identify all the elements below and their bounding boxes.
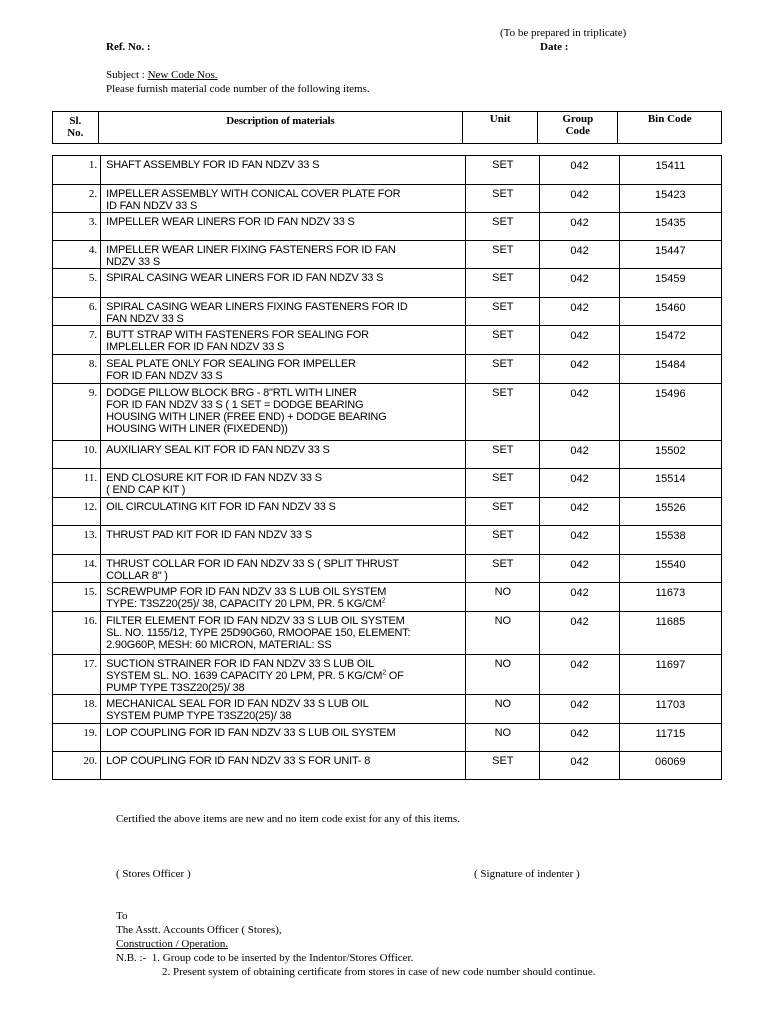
unit-cell: SET — [466, 241, 540, 269]
group-code-cell: 042 — [540, 156, 619, 185]
table-row — [53, 269, 722, 298]
group-code-cell: 042 — [540, 241, 619, 269]
description-cell — [101, 213, 466, 241]
description-line: THRUST PAD KIT FOR ID FAN NDZV 33 S — [106, 529, 312, 541]
description-cell — [101, 695, 466, 724]
sl-no-cell: 14. — [53, 555, 101, 583]
unit-cell: SET — [466, 185, 540, 213]
indenter-signature: ( Signature of indenter ) — [474, 868, 580, 880]
sl-no-cell: 20. — [53, 752, 101, 780]
description-line: AUXILIARY SEAL KIT FOR ID FAN NDZV 33 S — [106, 444, 330, 456]
description-line: FAN NDZV 33 S — [106, 313, 184, 325]
sl-no-cell: 5. — [53, 269, 101, 298]
unit-cell: SET — [466, 326, 540, 355]
description-line: ID FAN NDZV 33 S — [106, 200, 198, 212]
description-line: FOR ID FAN NDZV 33 S ( 1 SET = DODGE BEARING — [106, 399, 364, 411]
table-row — [53, 695, 722, 724]
group-code-cell: 042 — [540, 655, 619, 695]
triplicate-note: (To be prepared in triplicate) — [500, 27, 627, 39]
group-code-cell: 042 — [540, 612, 619, 655]
unit-cell: SET — [466, 384, 540, 441]
bin-code-cell: 15411 — [619, 156, 721, 185]
bin-code-cell: 15538 — [619, 526, 721, 555]
group-code-cell: 042 — [540, 298, 619, 326]
unit-cell: NO — [466, 724, 540, 752]
unit-cell: NO — [466, 655, 540, 695]
description-line: LOP COUPLING FOR ID FAN NDZV 33 S LUB OIL SYSTEM — [106, 727, 396, 739]
subject-line — [106, 69, 218, 81]
subject-value: New Code Nos. — [147, 69, 218, 81]
unit-cell: NO — [466, 583, 540, 612]
group-code-cell: 042 — [540, 555, 619, 583]
items-table — [52, 155, 722, 780]
description-cell — [101, 526, 466, 555]
group-code-cell: 042 — [540, 724, 619, 752]
description-cell — [101, 655, 466, 695]
sl-no-cell: 8. — [53, 355, 101, 384]
sl-no-cell: 17. — [53, 655, 101, 695]
description-line: FOR ID FAN NDZV 33 S — [106, 370, 223, 382]
unit-cell: SET — [466, 156, 540, 185]
unit-cell: SET — [466, 469, 540, 498]
table-row — [53, 498, 722, 526]
description-line: COLLAR 8" ) — [106, 570, 168, 582]
sl-no-cell: 3. — [53, 213, 101, 241]
nb-item-1: 1. Group code to be inserted by the Indentor/Stores Officer. — [151, 952, 414, 964]
table-row — [53, 555, 722, 583]
sl-no-cell: 16. — [53, 612, 101, 655]
description-line: SCREWPUMP FOR ID FAN NDZV 33 S LUB OIL SYSTEM — [106, 586, 387, 598]
group-code-cell: 042 — [540, 326, 619, 355]
bin-code-cell: 15435 — [619, 213, 721, 241]
description-line: SPIRAL CASING WEAR LINERS FOR ID FAN NDZV 33 S — [106, 272, 384, 284]
description-cell — [101, 555, 466, 583]
superscript: 2 — [382, 669, 386, 677]
description-line: TYPE: T3SZ20(25)/ 38, CAPACITY 20 LPM, PR. 5 $KG/CM^2$ — [106, 597, 386, 610]
unit-cell: SET — [466, 555, 540, 583]
table-row — [53, 384, 722, 441]
group-code-cell: 042 — [540, 752, 619, 780]
table-row — [53, 241, 722, 269]
description-line: THRUST COLLAR FOR ID FAN NDZV 33 S ( SPLIT THRUST — [106, 558, 399, 570]
description-cell — [101, 269, 466, 298]
sl-no-cell: 7. — [53, 326, 101, 355]
description-cell — [101, 612, 466, 655]
sl-no-cell: 1. — [53, 156, 101, 185]
group-code-cell: 042 — [540, 583, 619, 612]
bin-code-cell: 15526 — [619, 498, 721, 526]
unit-cell: SET — [466, 526, 540, 555]
unit-cell: SET — [466, 752, 540, 780]
description-line: ( END CAP KIT ) — [106, 484, 186, 496]
group-code-cell: 042 — [540, 498, 619, 526]
description-line: SYSTEM PUMP TYPE T3SZ20(25)/ 38 — [106, 710, 292, 722]
description-line: SEAL PLATE ONLY FOR SEALING FOR IMPELLER — [106, 358, 356, 370]
table-row — [53, 583, 722, 612]
description-line: BUTT STRAP WITH FASTENERS FOR SEALING FOR — [106, 329, 369, 341]
description-line: FILTER ELEMENT FOR ID FAN NDZV 33 S LUB OIL SYSTEM — [106, 615, 405, 627]
superscript: 2 — [381, 597, 386, 605]
table-row — [53, 213, 722, 241]
group-code-cell: 042 — [540, 526, 619, 555]
description-line: IMPELLER WEAR LINERS FOR ID FAN NDZV 33 S — [106, 216, 355, 228]
unit-cell: SET — [466, 298, 540, 326]
ref-no-label: Ref. No. : — [106, 41, 151, 53]
nb-note-2: 2. Present system of obtaining certificate from stores in case of new code number should continue. — [162, 966, 596, 978]
sl-no-cell: 19. — [53, 724, 101, 752]
group-code-cell: 042 — [540, 469, 619, 498]
bin-code-cell: 06069 — [619, 752, 721, 780]
col-group-code: Group Code — [538, 112, 618, 144]
to-label: To — [116, 910, 128, 922]
table-row — [53, 441, 722, 469]
unit-cell: SET — [466, 498, 540, 526]
bin-code-cell: 11673 — [619, 583, 721, 612]
department: Construction / Operation. — [116, 938, 229, 950]
description-line: NDZV 33 S — [106, 256, 160, 268]
unit-cell: SET — [466, 213, 540, 241]
sl-no-cell: 15. — [53, 583, 101, 612]
bin-code-cell: 15459 — [619, 269, 721, 298]
table-row — [53, 724, 722, 752]
bin-code-cell: 11715 — [619, 724, 721, 752]
table-row — [53, 156, 722, 185]
group-code-cell: 042 — [540, 185, 619, 213]
bin-code-cell: 11685 — [619, 612, 721, 655]
subject-prefix: Subject : — [106, 69, 148, 81]
sl-no-cell: 18. — [53, 695, 101, 724]
unit-cell: NO — [466, 612, 540, 655]
nb-note-1 — [116, 952, 413, 964]
description-cell — [101, 241, 466, 269]
bin-code-cell: 15540 — [619, 555, 721, 583]
table-row — [53, 469, 722, 498]
description-cell — [101, 724, 466, 752]
description-line: DODGE PILLOW BLOCK BRG - 8"RTL WITH LINER — [106, 387, 357, 399]
table-row — [53, 655, 722, 695]
group-code-cell: 042 — [540, 695, 619, 724]
bin-code-cell: 15460 — [619, 298, 721, 326]
description-line: SHAFT ASSEMBLY FOR ID FAN NDZV 33 S — [106, 159, 320, 171]
description-cell — [101, 752, 466, 780]
unit-cell: SET — [466, 441, 540, 469]
description-line: MECHANICAL SEAL FOR ID FAN NDZV 33 S LUB OIL — [106, 698, 369, 710]
bin-code-cell: 15514 — [619, 469, 721, 498]
nb-prefix: N.B. :- — [116, 952, 147, 964]
description-cell — [101, 384, 466, 441]
unit-cell: SET — [466, 269, 540, 298]
request-line: Please furnish material code number of the following items. — [106, 83, 370, 95]
description-line: HOUSING WITH LINER (FIXEDEND)) — [106, 423, 288, 435]
sl-no-cell: 11. — [53, 469, 101, 498]
column-header-table — [52, 111, 722, 144]
date-label: Date : — [540, 41, 569, 53]
sl-no-cell: 13. — [53, 526, 101, 555]
description-cell — [101, 583, 466, 612]
description-cell — [101, 326, 466, 355]
certification-text: Certified the above items are new and no item code exist for any of this items. — [116, 813, 460, 825]
group-code-cell: 042 — [540, 384, 619, 441]
description-line: OIL CIRCULATING KIT FOR ID FAN NDZV 33 S — [106, 501, 336, 513]
col-description: Description of materials — [98, 112, 462, 144]
bin-code-cell: 15484 — [619, 355, 721, 384]
description-cell — [101, 498, 466, 526]
description-line: IMPLELLER FOR ID FAN NDZV 33 S — [106, 341, 285, 353]
table-row — [53, 526, 722, 555]
unit-cell: NO — [466, 695, 540, 724]
description-line: IMPELLER ASSEMBLY WITH CONICAL COVER PLATE FOR — [106, 188, 401, 200]
sl-no-cell: 6. — [53, 298, 101, 326]
sl-no-cell: 2. — [53, 185, 101, 213]
group-code-cell: 042 — [540, 355, 619, 384]
description-line: SL. NO. 1155/12, TYPE 25D90G60, RMOOPAE 150, ELEMENT: — [106, 627, 411, 639]
col-unit: Unit — [463, 112, 538, 144]
group-code-cell: 042 — [540, 269, 619, 298]
description-line: HOUSING WITH LINER (FREE END) + DODGE BEARING — [106, 411, 387, 423]
description-cell — [101, 441, 466, 469]
table-row — [53, 355, 722, 384]
description-line: PUMP TYPE T3SZ20(25)/ 38 — [106, 682, 245, 694]
table-row — [53, 326, 722, 355]
bin-code-cell: 15496 — [619, 384, 721, 441]
sl-no-cell: 4. — [53, 241, 101, 269]
description-cell — [101, 298, 466, 326]
sl-no-cell: 9. — [53, 384, 101, 441]
table-row — [53, 298, 722, 326]
bin-code-cell: 11697 — [619, 655, 721, 695]
table-row — [53, 185, 722, 213]
col-bin-code: Bin Code — [618, 112, 722, 144]
table-row — [53, 612, 722, 655]
description-line: LOP COUPLING FOR ID FAN NDZV 33 S FOR UNIT- 8 — [106, 755, 371, 767]
description-line: SPIRAL CASING WEAR LINERS FIXING FASTENERS FOR ID — [106, 301, 408, 313]
sl-no-cell: 10. — [53, 441, 101, 469]
description-cell — [101, 469, 466, 498]
group-code-cell: 042 — [540, 441, 619, 469]
description-line: SUCTION STRAINER FOR ID FAN NDZV 33 S LUB OIL — [106, 658, 375, 670]
group-code-cell: 042 — [540, 213, 619, 241]
description-line: SYSTEM SL. NO. 1639 CAPACITY 20 LPM, PR. 5 $KG/CM^2$ OF — [106, 669, 404, 682]
bin-code-cell: 15423 — [619, 185, 721, 213]
sl-no-cell: 12. — [53, 498, 101, 526]
bin-code-cell: 15502 — [619, 441, 721, 469]
bin-code-cell: 15472 — [619, 326, 721, 355]
stores-officer-signature: ( Stores Officer ) — [116, 868, 191, 880]
description-line: IMPELLER WEAR LINER FIXING FASTENERS FOR ID FAN — [106, 244, 396, 256]
description-cell — [101, 355, 466, 384]
bin-code-cell: 11703 — [619, 695, 721, 724]
bin-code-cell: 15447 — [619, 241, 721, 269]
description-cell — [101, 185, 466, 213]
addressee: The Asstt. Accounts Officer ( Stores), — [116, 924, 282, 936]
column-header-row — [53, 112, 722, 144]
unit-cell: SET — [466, 355, 540, 384]
col-sl-no: Sl. No. — [53, 112, 99, 144]
table-row — [53, 752, 722, 780]
description-line: END CLOSURE KIT FOR ID FAN NDZV 33 S — [106, 472, 322, 484]
description-line: 2.90G60P, MESH: 60 MICRON, MATERIAL: SS — [106, 639, 332, 651]
description-cell — [101, 156, 466, 185]
